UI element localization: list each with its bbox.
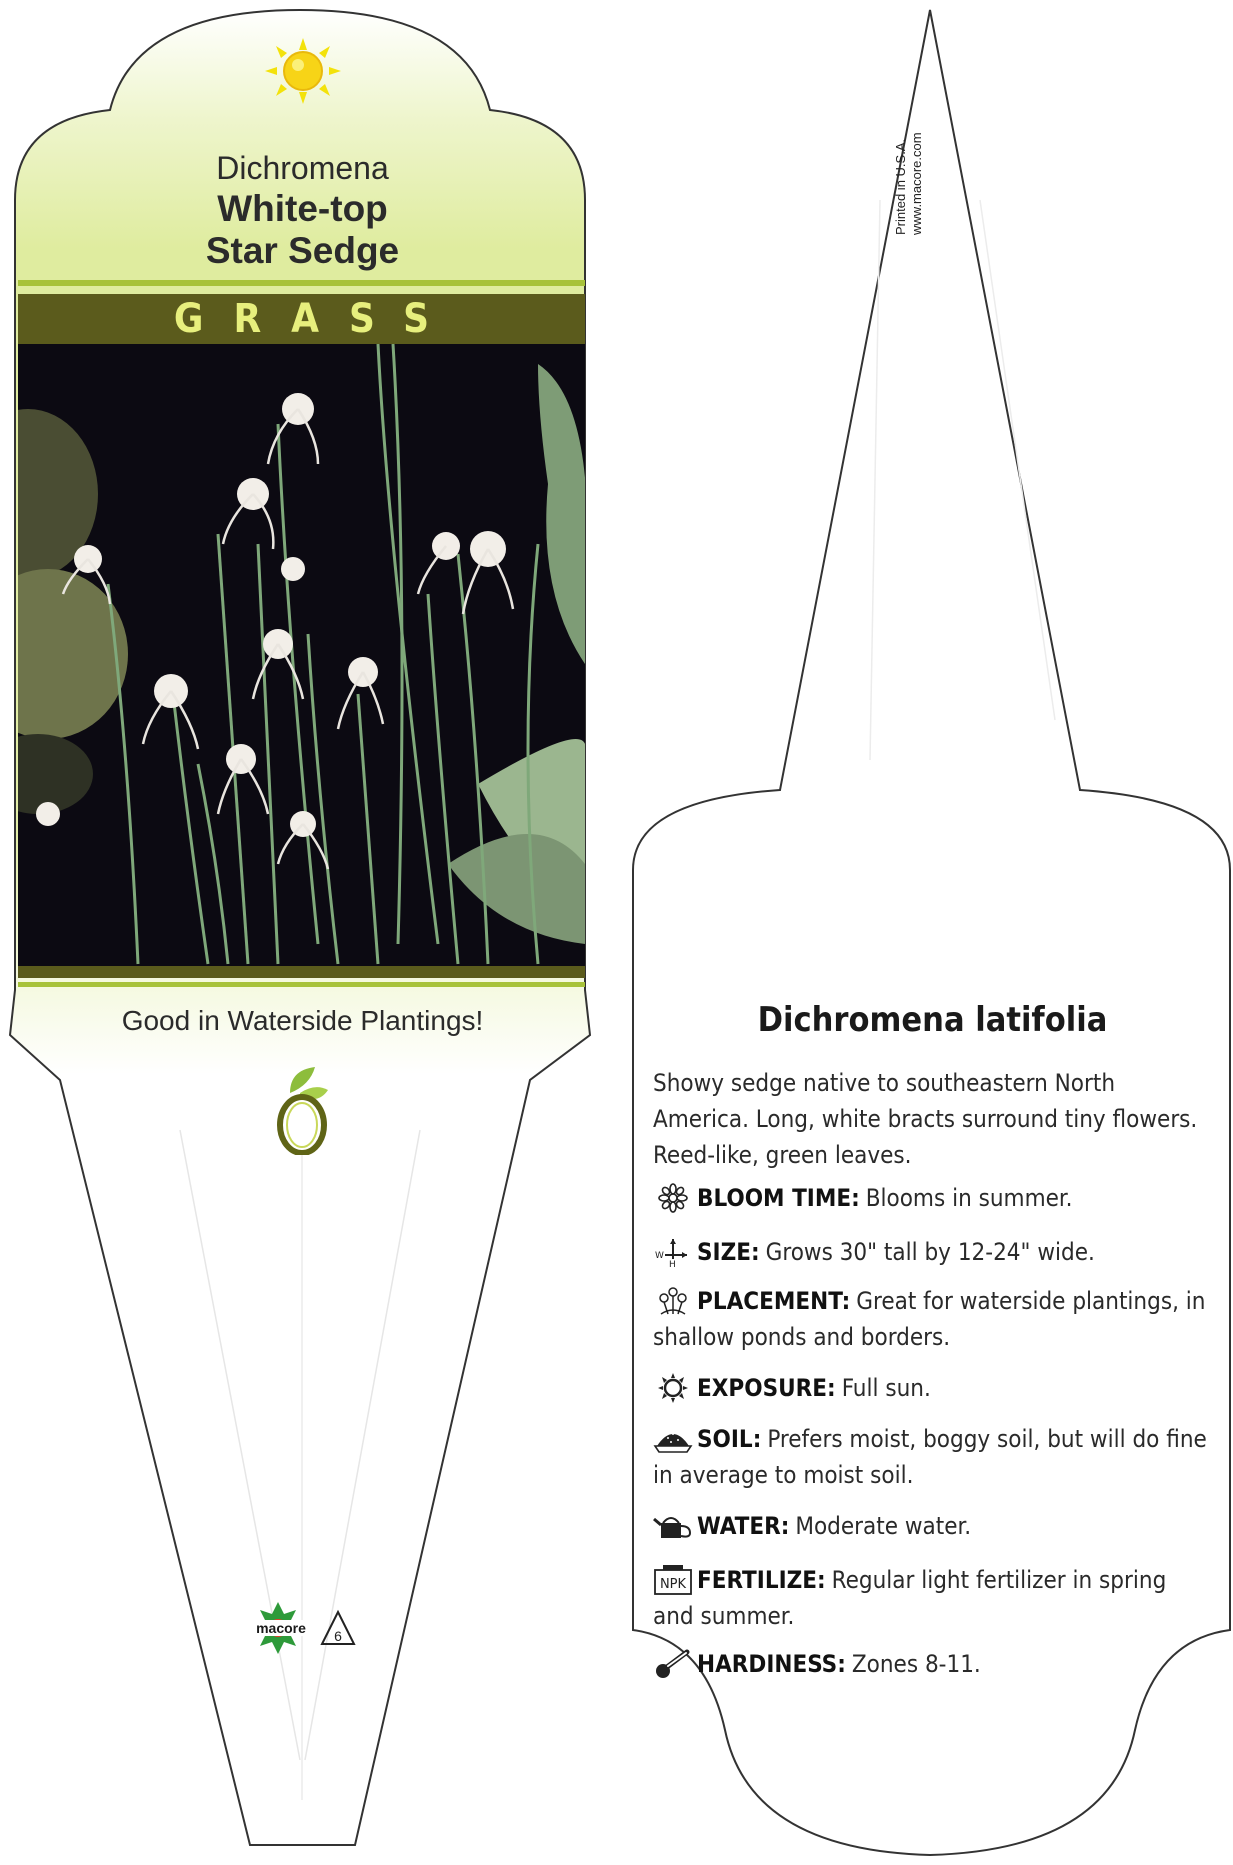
flower-icon — [653, 1183, 693, 1213]
recycle-code: 6 — [334, 1628, 342, 1644]
attr-hardiness: HARDINESS: Zones 8-11. — [653, 1646, 1213, 1682]
common-name-line1: White-top — [217, 188, 388, 229]
printed-line2: www.macore.com — [909, 132, 924, 235]
macore-logo — [248, 1600, 360, 1660]
thermometer-icon — [653, 1649, 693, 1679]
npk-icon — [653, 1565, 693, 1595]
attr-fertilize: NPK FERTILIZE: Regular light fertilizer in spring and summer. — [653, 1566, 1167, 1630]
attr-placement: PLACEMENT: Great for waterside plantings, in shallow ponds and borders. — [653, 1287, 1206, 1351]
printed-line1: Printed in U.S.A. — [893, 138, 908, 235]
watering-can-icon — [653, 1511, 693, 1541]
recycle-icon — [322, 1612, 354, 1644]
sun-outline-icon — [653, 1373, 693, 1403]
brand-text: macore — [256, 1620, 306, 1636]
front-slogan: Good in Waterside Plantings! — [121, 1005, 484, 1036]
plant-photo — [18, 344, 585, 966]
attr-exposure: EXPOSURE: Full sun. — [653, 1370, 1213, 1406]
svg-text:NPK: NPK — [659, 1577, 687, 1592]
sun-icon — [263, 36, 343, 106]
category-band-bottom — [18, 966, 585, 978]
printed-info — [893, 85, 927, 235]
genus-title: Dichromena — [216, 150, 389, 186]
soil-icon — [653, 1424, 693, 1454]
plant-photo-image — [18, 344, 585, 966]
svg-text:W: W — [655, 1251, 664, 1261]
scientific-name: Dichromena latifolia — [757, 1000, 1108, 1040]
attr-water: WATER: Moderate water. — [653, 1508, 1213, 1544]
accent-line-bottom — [18, 982, 585, 987]
attr-bloom-time: BLOOM TIME: Blooms in summer. — [653, 1180, 1213, 1216]
accent-line-top — [18, 280, 585, 286]
attr-size: W H SIZE: Grows 30" tall by 12-24" wide. — [653, 1234, 1213, 1270]
common-name-line2: Star Sedge — [205, 230, 400, 271]
svg-text:H: H — [669, 1260, 676, 1267]
category-label: GRASS — [173, 296, 460, 342]
sprout-logo-icon — [270, 1065, 335, 1155]
plant-description: Showy sedge native to southeastern North America. Long, white bracts surround tiny flowers. Reed-like, green leaves. — [653, 1069, 1198, 1169]
placement-icon — [653, 1286, 693, 1316]
attr-soil: SOIL: Prefers moist, boggy soil, but will do fine in average to moist soil. — [653, 1425, 1207, 1489]
size-icon — [653, 1237, 693, 1267]
